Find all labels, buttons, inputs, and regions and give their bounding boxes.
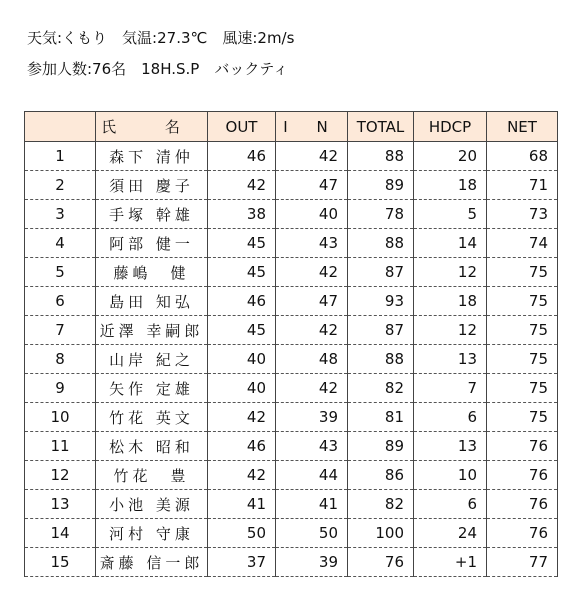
cell-net: 68 xyxy=(487,142,558,171)
cell-in: 47 xyxy=(276,287,348,316)
cell-hdcp: 10 xyxy=(414,461,487,490)
cell-rank: 9 xyxy=(25,374,96,403)
cell-hdcp: 5 xyxy=(414,200,487,229)
cell-in: 48 xyxy=(276,345,348,374)
table-row xyxy=(25,200,558,229)
cell-name: 近澤 幸嗣郎 xyxy=(96,316,208,345)
cell-total: 100 xyxy=(348,519,414,548)
cell-in: 50 xyxy=(276,519,348,548)
cell-net: 75 xyxy=(487,258,558,287)
header-rank xyxy=(25,112,96,142)
cell-out: 42 xyxy=(208,461,276,490)
cell-total: 81 xyxy=(348,403,414,432)
header-total: TOTAL xyxy=(348,112,414,142)
table-row xyxy=(25,432,558,461)
cell-name: 阿部 健一 xyxy=(96,229,208,258)
cell-name: 藤嶋 健 xyxy=(96,258,208,287)
cell-rank: 10 xyxy=(25,403,96,432)
header-net: NET xyxy=(487,112,558,142)
cell-net: 75 xyxy=(487,316,558,345)
cell-hdcp: 24 xyxy=(414,519,487,548)
cell-total: 89 xyxy=(348,171,414,200)
cell-total: 89 xyxy=(348,432,414,461)
table-row xyxy=(25,171,558,200)
header-name: 氏 名 xyxy=(96,112,208,142)
cell-in: 39 xyxy=(276,548,348,577)
header-hdcp: HDCP xyxy=(414,112,487,142)
header-out: OUT xyxy=(208,112,276,142)
cell-net: 74 xyxy=(487,229,558,258)
cell-out: 42 xyxy=(208,403,276,432)
table-row xyxy=(25,142,558,171)
header-in: I N xyxy=(276,112,348,142)
cell-in: 42 xyxy=(276,258,348,287)
cell-out: 46 xyxy=(208,432,276,461)
cell-out: 45 xyxy=(208,229,276,258)
table-row xyxy=(25,258,558,287)
cell-net: 75 xyxy=(487,374,558,403)
cell-out: 45 xyxy=(208,316,276,345)
cell-total: 86 xyxy=(348,461,414,490)
table-row xyxy=(25,345,558,374)
cell-in: 41 xyxy=(276,490,348,519)
header-row xyxy=(25,112,558,142)
cell-hdcp: 7 xyxy=(414,374,487,403)
cell-rank: 3 xyxy=(25,200,96,229)
table-row xyxy=(25,403,558,432)
cell-hdcp: 13 xyxy=(414,432,487,461)
table-row xyxy=(25,490,558,519)
cell-in: 42 xyxy=(276,142,348,171)
cell-in: 43 xyxy=(276,229,348,258)
table-row xyxy=(25,229,558,258)
weather-info: 天気:くもり 気温:27.3℃ 風速:2m/s xyxy=(27,29,295,47)
cell-net: 76 xyxy=(487,432,558,461)
cell-hdcp: 6 xyxy=(414,490,487,519)
cell-rank: 14 xyxy=(25,519,96,548)
cell-rank: 8 xyxy=(25,345,96,374)
cell-rank: 6 xyxy=(25,287,96,316)
cell-rank: 4 xyxy=(25,229,96,258)
cell-name: 矢作 定雄 xyxy=(96,374,208,403)
cell-hdcp: 18 xyxy=(414,287,487,316)
cell-hdcp: 18 xyxy=(414,171,487,200)
table-row xyxy=(25,519,558,548)
cell-in: 40 xyxy=(276,200,348,229)
cell-rank: 11 xyxy=(25,432,96,461)
cell-hdcp: 6 xyxy=(414,403,487,432)
table-row xyxy=(25,461,558,490)
cell-total: 78 xyxy=(348,200,414,229)
cell-out: 45 xyxy=(208,258,276,287)
cell-in: 42 xyxy=(276,374,348,403)
cell-net: 77 xyxy=(487,548,558,577)
participant-info: 参加人数:76名 18H.S.P バックティ xyxy=(27,60,289,78)
cell-out: 46 xyxy=(208,287,276,316)
table-row xyxy=(25,374,558,403)
cell-total: 88 xyxy=(348,142,414,171)
cell-out: 46 xyxy=(208,142,276,171)
cell-name: 竹花 豊 xyxy=(96,461,208,490)
cell-total: 82 xyxy=(348,490,414,519)
cell-total: 88 xyxy=(348,229,414,258)
cell-out: 41 xyxy=(208,490,276,519)
cell-net: 75 xyxy=(487,345,558,374)
cell-in: 47 xyxy=(276,171,348,200)
cell-hdcp: 20 xyxy=(414,142,487,171)
cell-net: 76 xyxy=(487,461,558,490)
cell-name: 手塚 幹雄 xyxy=(96,200,208,229)
table-row xyxy=(25,548,558,577)
cell-name: 森下 清仲 xyxy=(96,142,208,171)
cell-hdcp: 12 xyxy=(414,258,487,287)
cell-name: 松木 昭和 xyxy=(96,432,208,461)
cell-out: 40 xyxy=(208,345,276,374)
cell-rank: 12 xyxy=(25,461,96,490)
results-table xyxy=(24,111,558,577)
cell-net: 75 xyxy=(487,287,558,316)
cell-name: 島田 知弘 xyxy=(96,287,208,316)
cell-out: 37 xyxy=(208,548,276,577)
cell-net: 76 xyxy=(487,490,558,519)
table-row xyxy=(25,316,558,345)
cell-name: 河村 守康 xyxy=(96,519,208,548)
cell-total: 82 xyxy=(348,374,414,403)
cell-total: 88 xyxy=(348,345,414,374)
cell-hdcp: 14 xyxy=(414,229,487,258)
cell-hdcp: +1 xyxy=(414,548,487,577)
cell-rank: 13 xyxy=(25,490,96,519)
cell-total: 87 xyxy=(348,316,414,345)
cell-rank: 2 xyxy=(25,171,96,200)
cell-net: 75 xyxy=(487,403,558,432)
cell-name: 斎藤 信一郎 xyxy=(96,548,208,577)
cell-net: 71 xyxy=(487,171,558,200)
cell-rank: 15 xyxy=(25,548,96,577)
cell-net: 76 xyxy=(487,519,558,548)
cell-out: 50 xyxy=(208,519,276,548)
table-row xyxy=(25,287,558,316)
cell-in: 43 xyxy=(276,432,348,461)
cell-total: 76 xyxy=(348,548,414,577)
cell-total: 87 xyxy=(348,258,414,287)
cell-rank: 5 xyxy=(25,258,96,287)
cell-in: 44 xyxy=(276,461,348,490)
cell-rank: 1 xyxy=(25,142,96,171)
cell-in: 39 xyxy=(276,403,348,432)
cell-net: 73 xyxy=(487,200,558,229)
cell-name: 須田 慶子 xyxy=(96,171,208,200)
cell-name: 竹花 英文 xyxy=(96,403,208,432)
cell-out: 40 xyxy=(208,374,276,403)
cell-out: 42 xyxy=(208,171,276,200)
cell-total: 93 xyxy=(348,287,414,316)
cell-hdcp: 13 xyxy=(414,345,487,374)
cell-out: 38 xyxy=(208,200,276,229)
cell-rank: 7 xyxy=(25,316,96,345)
cell-hdcp: 12 xyxy=(414,316,487,345)
cell-name: 小池 美源 xyxy=(96,490,208,519)
cell-name: 山岸 紀之 xyxy=(96,345,208,374)
cell-in: 42 xyxy=(276,316,348,345)
